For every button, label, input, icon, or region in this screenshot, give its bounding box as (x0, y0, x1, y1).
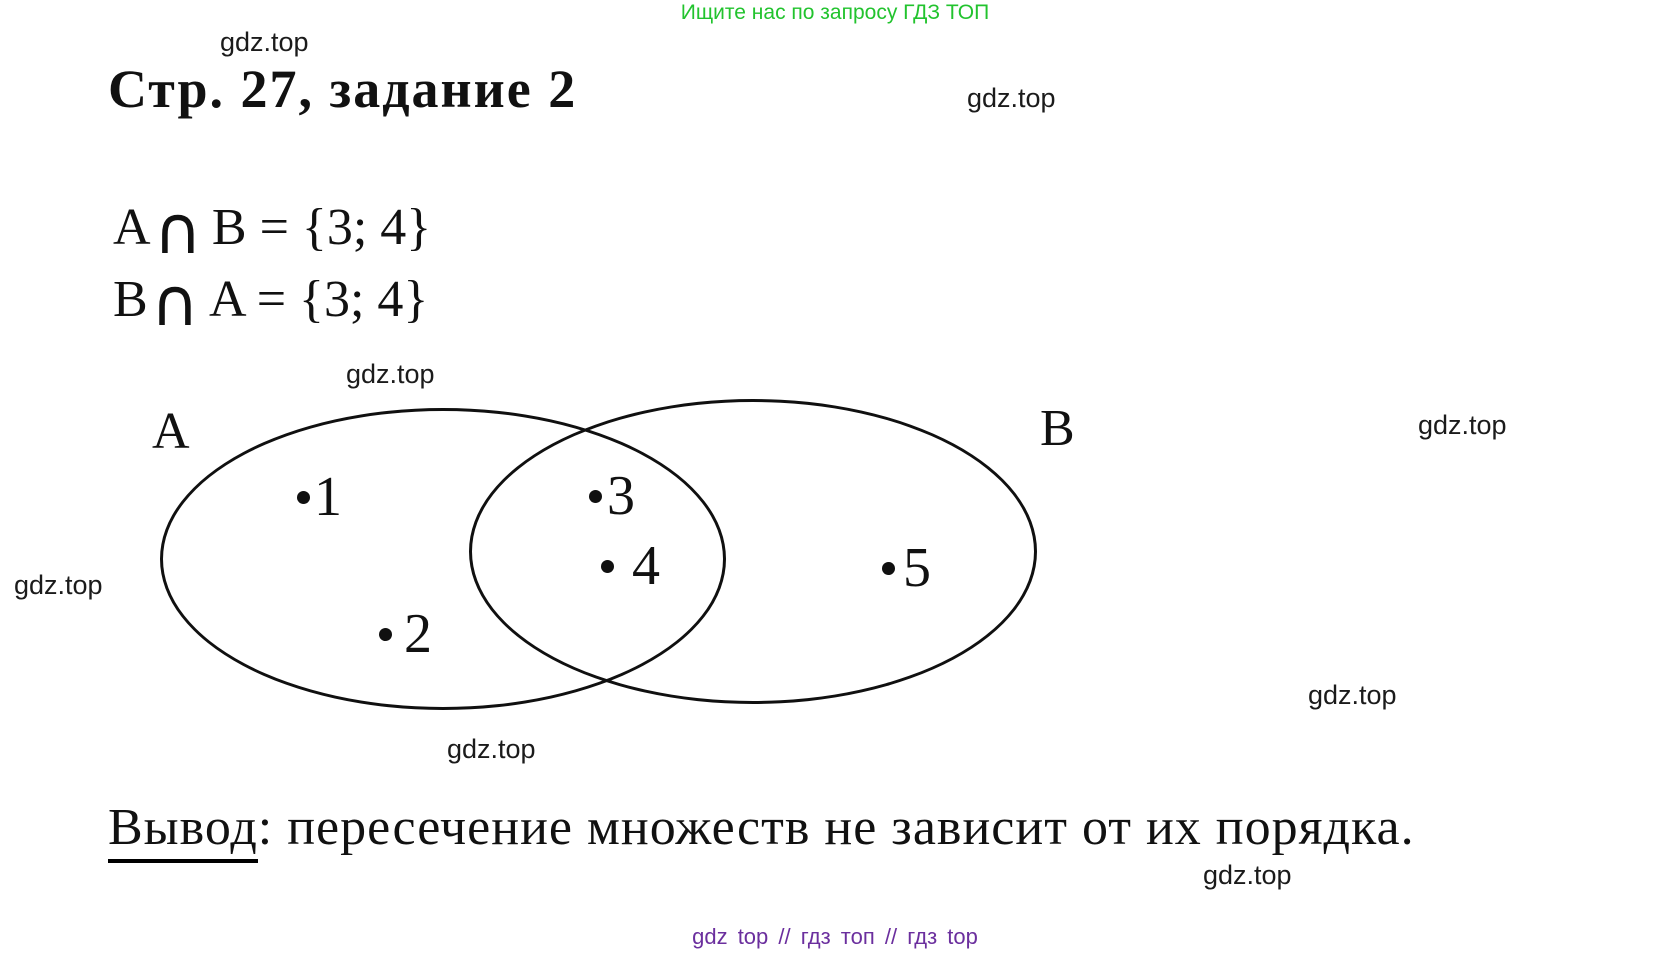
point-dot (882, 562, 895, 575)
point-dot (601, 560, 614, 573)
point-label: 4 (632, 535, 660, 597)
point-label: 3 (607, 465, 635, 527)
formula-rhs: B (211, 199, 247, 256)
venn-point (297, 466, 342, 528)
watermark: gdz.top (14, 570, 103, 600)
intersection-symbol: ∩ (150, 264, 199, 341)
venn-point (379, 603, 432, 665)
watermark: gdz.top (967, 83, 1056, 113)
point-label: 2 (404, 603, 432, 665)
formula-lhs: A (113, 199, 151, 256)
conclusion-body: : пересечение множеств не зависит от их порядка. (257, 799, 1415, 856)
footer-branding: gdz top // гдз топ // гдз top (692, 924, 978, 949)
venn-point (882, 537, 931, 599)
point-dot (297, 491, 310, 504)
watermark: gdz.top (220, 27, 309, 57)
watermark: gdz.top (447, 734, 536, 764)
formula-rhs: A (209, 271, 244, 328)
set-b-label: B (1040, 400, 1075, 457)
formula-lhs: B (113, 271, 148, 328)
watermark: gdz.top (1203, 860, 1292, 890)
page-title: Стр. 27, задание 2 (108, 59, 578, 119)
point-dot (379, 628, 392, 641)
set-b-ellipse (469, 399, 1037, 704)
set-a-label: A (152, 403, 190, 460)
watermark: gdz.top (1308, 680, 1397, 710)
venn-point (589, 465, 635, 527)
formula-result: = {3; 4} (259, 199, 432, 256)
promo-banner: Ищите нас по запросу ГДЗ ТОП (680, 1, 990, 24)
formula-result: = {3; 4} (256, 271, 429, 328)
watermark: gdz.top (1418, 410, 1507, 440)
venn-point (601, 535, 660, 597)
point-label: 5 (903, 537, 931, 599)
conclusion-lead: Вывод (108, 799, 258, 863)
point-label: 1 (314, 466, 342, 528)
intersection-symbol: ∩ (153, 192, 202, 269)
point-dot (589, 490, 602, 503)
conclusion-text (108, 798, 1415, 857)
watermark: gdz.top (346, 359, 435, 389)
